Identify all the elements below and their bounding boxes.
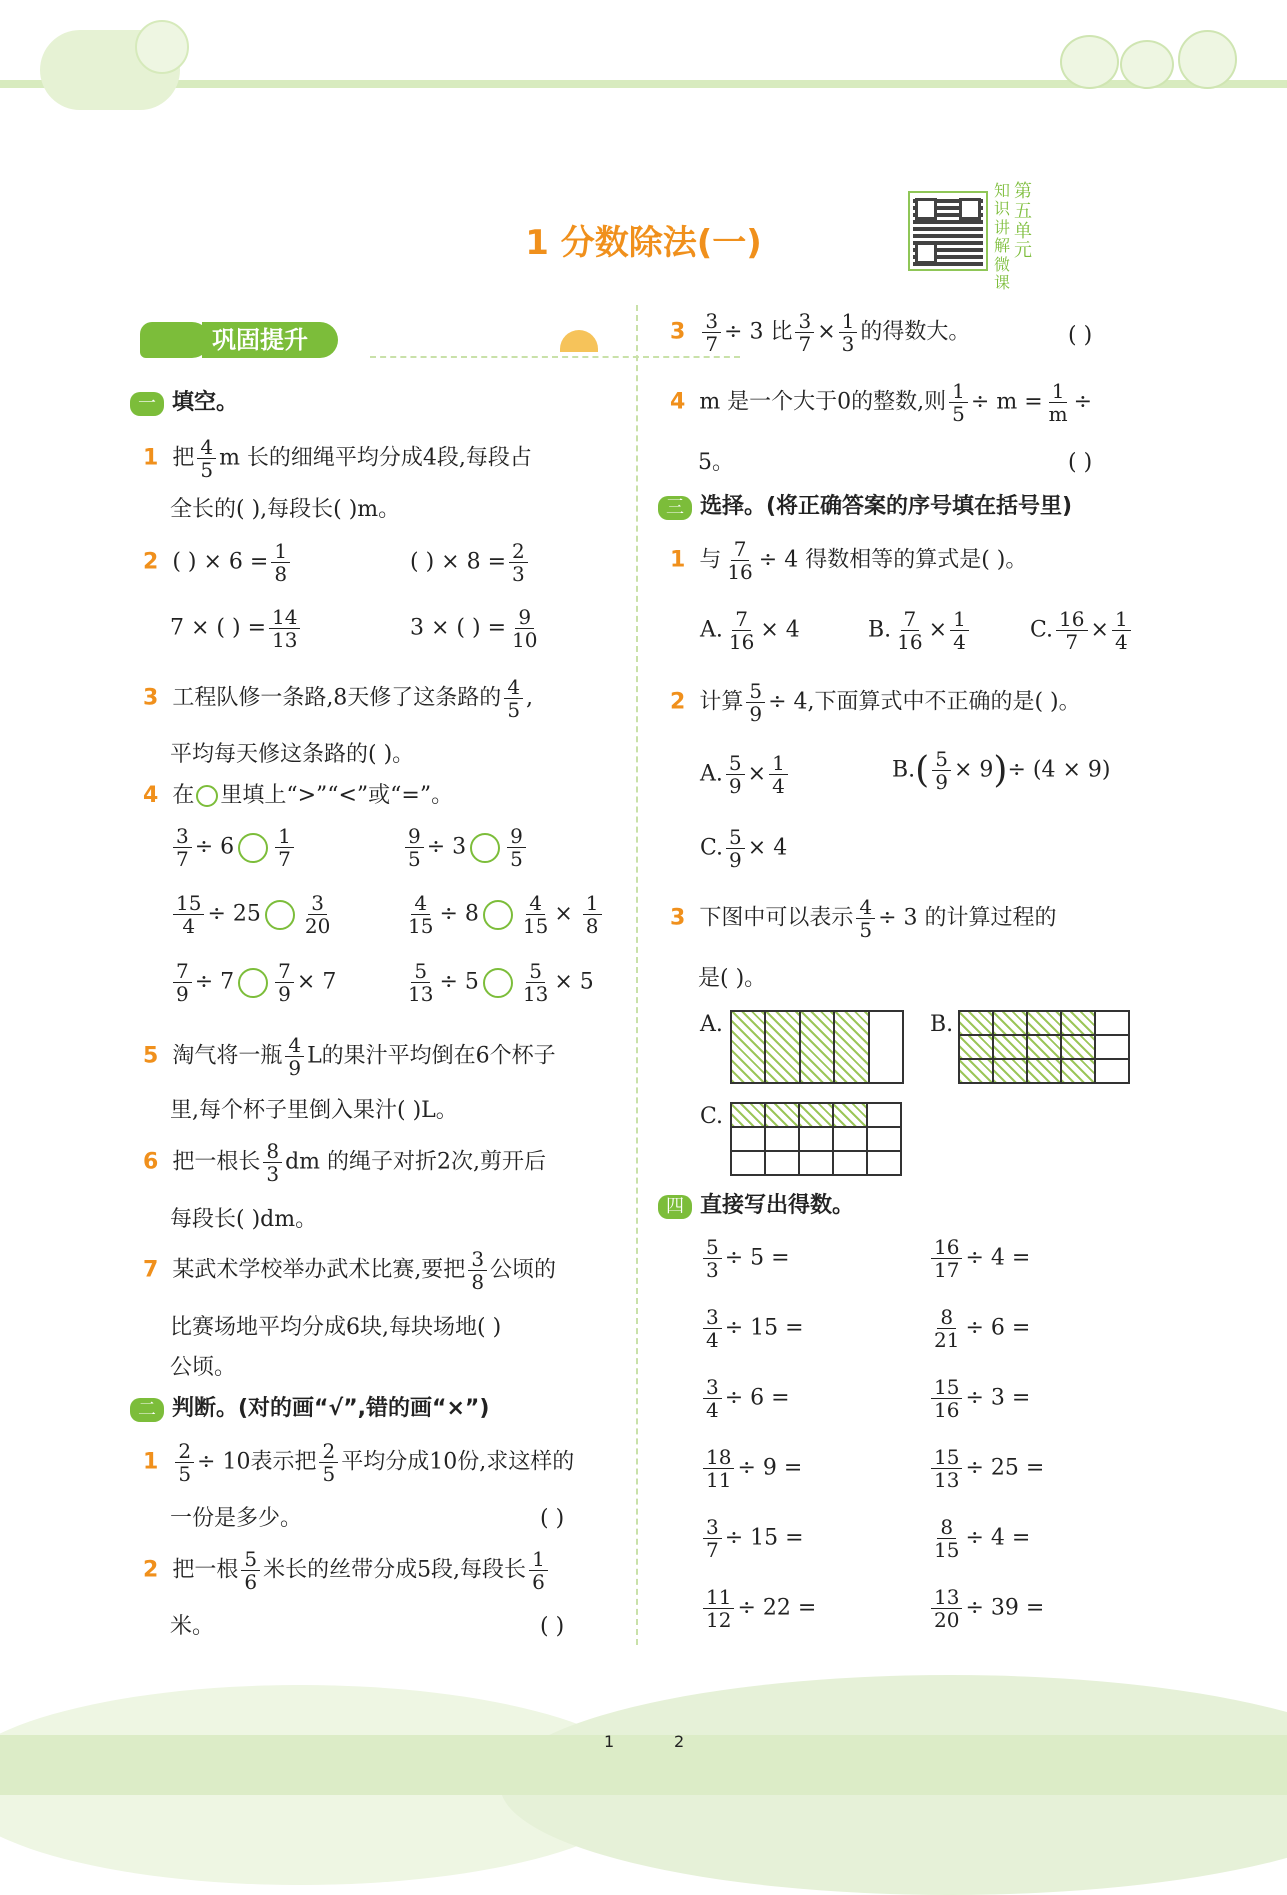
calc-item[interactable]: $\frac{15}{16}$ ÷ 3 =: [928, 1376, 1030, 1421]
section-2-heading: 二 判断。(对的画“√”,错的画“×”): [130, 1396, 489, 1422]
fill-q5-line2[interactable]: 里,每个杯子里倒入果汁( )L。: [170, 1098, 458, 1123]
column-divider: [636, 305, 638, 1645]
calc-item[interactable]: $\frac{8}{15}$ ÷ 4 =: [934, 1515, 1031, 1562]
judge-q1-line2: 一份是多少。: [170, 1506, 303, 1531]
section-1-heading: 一 填空。: [130, 390, 238, 416]
fill-q2-row2b[interactable]: 3 × ( ) = $\frac{9}{10}$: [410, 605, 538, 652]
choice-q1-a[interactable]: A. $\frac{7}{16}$ × 4: [700, 607, 800, 654]
choice-q2-b[interactable]: B.( $\frac{5}{9}$ × 9)÷ (4 × 9): [892, 747, 1111, 794]
banner-label: 巩固提升: [202, 322, 338, 358]
calc-item[interactable]: $\frac{8}{21}$ ÷ 6 =: [934, 1305, 1031, 1352]
compare-1[interactable]: $\frac{3}{7}$ ÷ 6 $\frac{1}{7}$: [170, 825, 297, 870]
calc-item[interactable]: $\frac{5}{3}$ ÷ 5 =: [700, 1236, 790, 1281]
choice-q3-line2[interactable]: 是( )。: [698, 966, 767, 991]
judge-q4-line1: 4 m 是一个大于0的整数,则 $\frac{1}{5}$ ÷ m = $\frac{1}{m}$ ÷: [670, 379, 1093, 426]
fill-q4-head: 4 在 里填上“>”“<”或“=”。: [143, 783, 454, 808]
sun-decor: [135, 20, 189, 74]
fill-q7-line3: 公顷。: [170, 1355, 237, 1380]
diagram-b[interactable]: [958, 1010, 1130, 1084]
choice-q3-a-label[interactable]: A.: [700, 1012, 723, 1037]
fill-q1-line1: 1 把 $\frac{4}{5}$ m 长的细绳平均分成4段,每段占: [143, 435, 532, 482]
page-title: 1 分数除法(一): [525, 223, 762, 263]
calc-item[interactable]: $\frac{3}{4}$ ÷ 15 =: [700, 1306, 804, 1351]
diagram-c[interactable]: [730, 1102, 902, 1176]
judge-q2-answer[interactable]: ( ): [540, 1614, 565, 1639]
diagram-a[interactable]: [730, 1010, 904, 1084]
choice-q1-b[interactable]: B. $\frac{7}{16}$ × $\frac{1}{4}$: [868, 608, 972, 653]
judge-q1-answer[interactable]: ( ): [540, 1506, 565, 1531]
page-number-right: 2: [674, 1732, 685, 1751]
calc-item[interactable]: $\frac{16}{17}$ ÷ 4 =: [928, 1236, 1030, 1281]
sunset-icon: [560, 330, 598, 352]
whale-icon: [140, 322, 210, 358]
compare-4[interactable]: $\frac{4}{15}$ ÷ 8 $\frac{4}{15}$ × $\frac{1}{8}$: [402, 892, 605, 937]
choice-q2: 2 计算 $\frac{5}{9}$ ÷ 4,下面算式中不正确的是( )。: [670, 679, 1081, 726]
compare-3[interactable]: $\frac{15}{4}$ ÷ 25 $\frac{3}{20}$: [170, 892, 336, 937]
side-label-2: 第五单元: [1014, 181, 1032, 262]
fill-q6-line1: 6 把一根长 $\frac{8}{3}$ dm 的绳子对折2次,剪开后: [143, 1139, 546, 1186]
judge-q4-line2: 5。: [698, 450, 734, 475]
fill-q5-line1: 5 淘气将一瓶 $\frac{4}{9}$ L的果汁平均倒在6个杯子: [143, 1033, 556, 1080]
section-3-heading: 三 选择。(将正确答案的序号填在括号里): [658, 494, 1072, 520]
judge-q4-answer[interactable]: ( ): [1068, 450, 1093, 475]
calc-item[interactable]: $\frac{3}{4}$ ÷ 6 =: [700, 1376, 790, 1421]
banner: [130, 316, 610, 366]
calc-item[interactable]: $\frac{13}{20}$ ÷ 39 =: [928, 1586, 1044, 1631]
choice-q3-c-label[interactable]: C.: [700, 1104, 724, 1129]
fill-q2-row1b[interactable]: ( ) × 8 = $\frac{2}{3}$: [410, 540, 531, 585]
page-number-left: 1: [604, 1732, 615, 1751]
fill-q6-line2[interactable]: 每段长( )dm。: [170, 1207, 318, 1232]
header-decor: [0, 0, 1287, 100]
compare-5[interactable]: $\frac{7}{9}$ ÷ 7 $\frac{7}{9}$ × 7: [170, 960, 336, 1005]
fill-q3-line1: 3 工程队修一条路,8天修了这条路的 $\frac{4}{5}$ ,: [143, 675, 534, 722]
calc-item[interactable]: $\frac{11}{12}$ ÷ 22 =: [700, 1586, 816, 1631]
footer-hills: [0, 1655, 1287, 1789]
fill-q7-line1: 7 某武术学校举办武术比赛,要把 $\frac{3}{8}$ 公顷的: [143, 1247, 557, 1294]
fill-q7-line2[interactable]: 比赛场地平均分成6块,每块场地( ): [170, 1315, 502, 1340]
fill-q1-line2[interactable]: 全长的( ),每段长( )m。: [170, 497, 401, 522]
section-4-heading: 四 直接写出得数。: [658, 1193, 854, 1219]
choice-q1: 1 与 $\frac{7}{16}$ ÷ 4 得数相等的算式是( )。: [670, 537, 1028, 584]
judge-q3: 3 $\frac{3}{7}$ ÷ 3 比 $\frac{3}{7}$ × $\frac{1}{3}$ 的得数大。: [670, 309, 971, 356]
fill-q3-line2[interactable]: 平均每天修这条路的( )。: [170, 742, 415, 767]
judge-q1-line1: 1 $\frac{2}{5}$ ÷ 10表示把 $\frac{2}{5}$ 平均分成10份,求这样的: [143, 1439, 575, 1486]
qr-code[interactable]: [910, 193, 986, 269]
choice-q1-c[interactable]: C. $\frac{16}{7}$ × $\frac{1}{4}$: [1030, 608, 1134, 653]
calc-item[interactable]: $\frac{15}{13}$ ÷ 25 =: [928, 1446, 1044, 1491]
choice-q2-c[interactable]: C. $\frac{5}{9}$ × 4: [700, 825, 788, 872]
choice-q3-b-label[interactable]: B.: [930, 1012, 954, 1037]
judge-q3-answer[interactable]: ( ): [1068, 323, 1093, 348]
animals-decor: [1060, 25, 1240, 85]
side-label-1: 知识讲解微课: [994, 181, 1011, 292]
calc-item[interactable]: $\frac{18}{11}$ ÷ 9 =: [700, 1446, 802, 1491]
choice-q2-a[interactable]: A. $\frac{5}{9}$ × $\frac{1}{4}$: [700, 752, 791, 797]
fill-q2-row2[interactable]: 7 × ( ) = $\frac{14}{13}$: [170, 606, 303, 651]
calc-item[interactable]: $\frac{3}{7}$ ÷ 15 =: [700, 1516, 804, 1561]
fill-q2-row1[interactable]: 2 ( ) × 6 = $\frac{1}{8}$: [143, 540, 293, 585]
compare-6[interactable]: $\frac{5}{13}$ ÷ 5 $\frac{5}{13}$ × 5: [408, 959, 594, 1006]
compare-2[interactable]: $\frac{9}{5}$ ÷ 3 $\frac{9}{5}$: [402, 825, 529, 870]
judge-q2-line1: 2 把一根 $\frac{5}{6}$ 米长的丝带分成5段,每段长 $\frac{1}{6}$: [143, 1548, 551, 1593]
choice-q3-line1: 3 下图中可以表示 $\frac{4}{5}$ ÷ 3 的计算过程的: [670, 895, 1057, 942]
judge-q2-line2: 米。: [170, 1614, 215, 1639]
